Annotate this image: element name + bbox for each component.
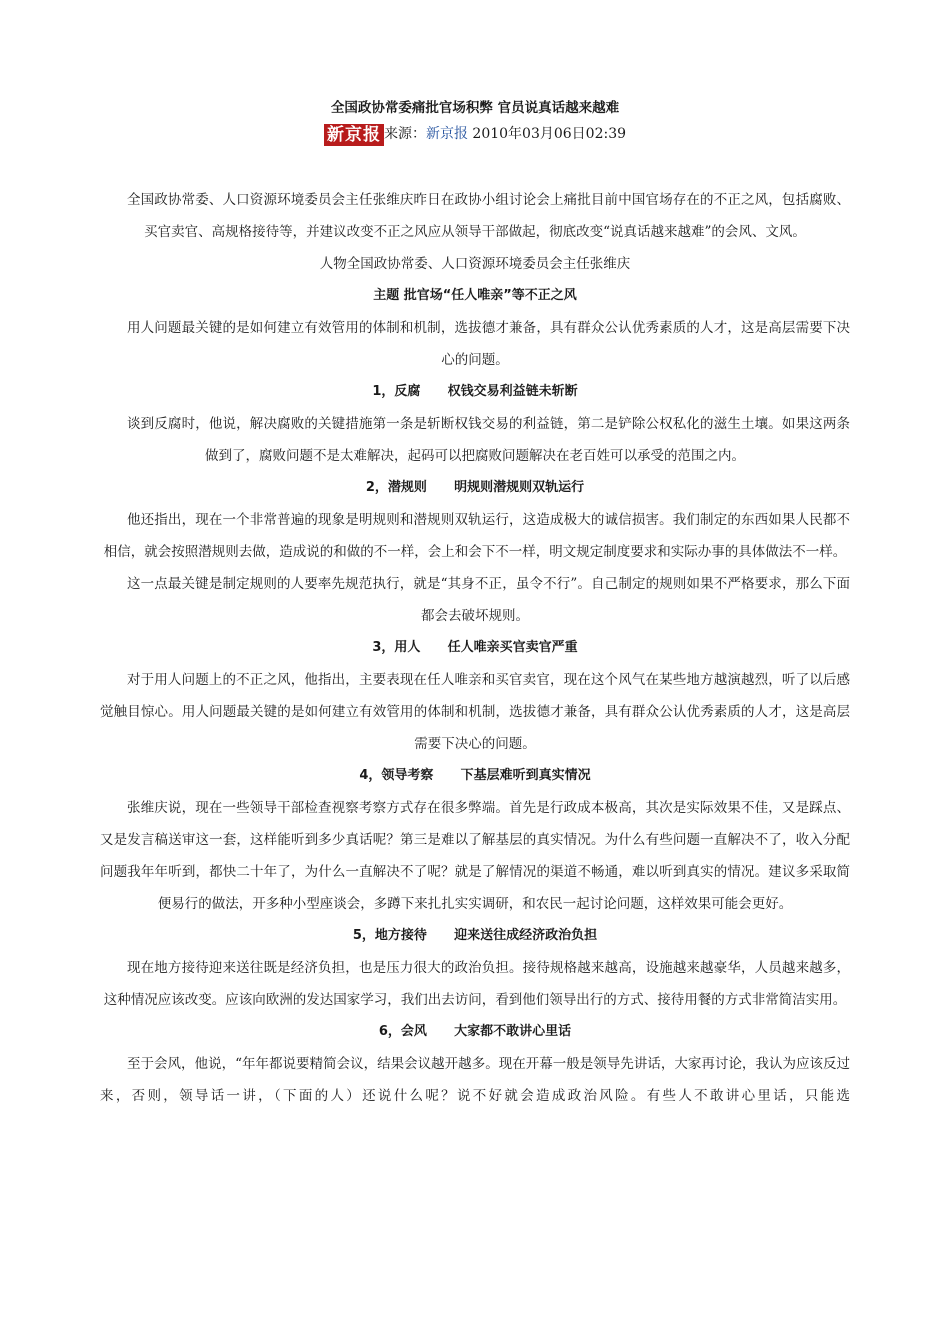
section-paragraph-3: 对于用人问题上的不正之风，他指出，主要表现在任人唯亲和买官卖官，现在这个风气在某些地方越演越烈，听了以后感觉触目惊心。用人问题最关键的是如何建立有效管用的体制和机制，选拔德才兼备，具有群众公认优秀素质的人才，这是高层需要下决心的问题。	[100, 672, 850, 752]
section-paragraph-1: 谈到反腐时，他说，解决腐败的关键措施第一条是斩断权钱交易的利益链，第二是铲除公权私化的滋生土壤。如果这两条做到了，腐败问题不是太难解决，起码可以把腐败问题解决在老百姓可以承受的范围之内。	[127, 416, 850, 464]
theme-heading: 主题 批官场“任人唯亲”等不正之风	[373, 288, 577, 303]
section-paragraph-5: 现在地方接待迎来送往既是经济负担，也是压力很大的政治负担。接待规格越来越高，设施越来越豪华，人员越来越多，这种情况应该改变。应该向欧洲的发达国家学习，我们出去访问，看到他们领导出行的方式、接待用餐的方式非常简洁实用。	[103, 960, 850, 1008]
theme-paragraph: 用人问题最关键的是如何建立有效管用的体制和机制，选拔德才兼备，具有群众公认优秀素质的人才，这是高层需要下决心的问题。	[127, 320, 850, 368]
section-heading-6: 6，会风 大家都不敢讲心里话	[378, 1024, 572, 1039]
source-line	[100, 122, 850, 146]
section-paragraph-4: 张维庆说，现在一些领导干部检查视察考察方式存在很多弊端。首先是行政成本极高，其次是实际效果不佳，又是踩点、又是发言稿送审这一套，这样能听到多少真话呢？第三是难以了解基层的真实情况。为什么有些问题一直解决不了，收入分配问题我年年听到，都快二十年了，为什么一直解决不了呢？就是了解情况的渠道不畅通，难以听到真实的情况。建议多采取简便易行的做法，开多种小型座谈会，多蹲下来扎扎实实调研，和农民一起讨论问题，这样效果可能会更好。	[100, 800, 850, 912]
section-paragraph-2b: 这一点最关键是制定规则的人要率先规范执行，就是“其身不正，虽令不行”。自己制定的规则如果不严格要求，那么下面都会去破坏规则。	[127, 576, 850, 624]
section-heading-4: 4，领导考察 下基层难听到真实情况	[359, 768, 591, 783]
section-heading-3: 3，用人 任人唯亲买官卖官严重	[372, 640, 578, 655]
source-link[interactable]: 新京报	[425, 126, 468, 142]
article	[100, 98, 850, 1112]
section-heading-2: 2，潜规则 明规则潜规则双轨运行	[365, 480, 585, 495]
xinjingbao-logo: 新京报	[324, 124, 384, 146]
article-title: 全国政协常委痛批官场积弊 官员说真话越来越难	[330, 100, 620, 116]
section-heading-1: 1，反腐 权钱交易利益链未斩断	[372, 384, 578, 399]
section-paragraph-6: 至于会风，他说，“年年都说要精简会议，结果会议越开越多。现在开幕一般是领导先讲话，大家再讨论，我认为应该反过来，否则，领导话一讲，（下面的人）还说什么呢？说不好就会造成政治风险。有些人不敢讲心里话，只能选	[100, 1056, 850, 1104]
section-paragraph-2a: 他还指出，现在一个非常普遍的现象是明规则和潜规则双轨运行，这造成极大的诚信损害。我们制定的东西如果人民都不相信，就会按照潜规则去做，造成说的和做的不一样，会上和会下不一样，明文规定制度要求和实际办事的具体做法不一样。	[103, 512, 850, 560]
person-line: 人物全国政协常委、人口资源环境委员会主任张维庆	[319, 256, 631, 272]
intro-paragraph: 全国政协常委、人口资源环境委员会主任张维庆昨日在政协小组讨论会上痛批目前中国官场存在的不正之风，包括腐败、买官卖官、高规格接待等，并建议改变不正之风应从领导干部做起，彻底改变“说真话越来越难”的会风、文风。	[127, 192, 850, 240]
publish-date: 2010年03月06日02:39	[467, 126, 627, 142]
source-label: 来源：	[383, 126, 426, 142]
section-heading-5: 5，地方接待 迎来送往成经济政治负担	[352, 928, 598, 943]
